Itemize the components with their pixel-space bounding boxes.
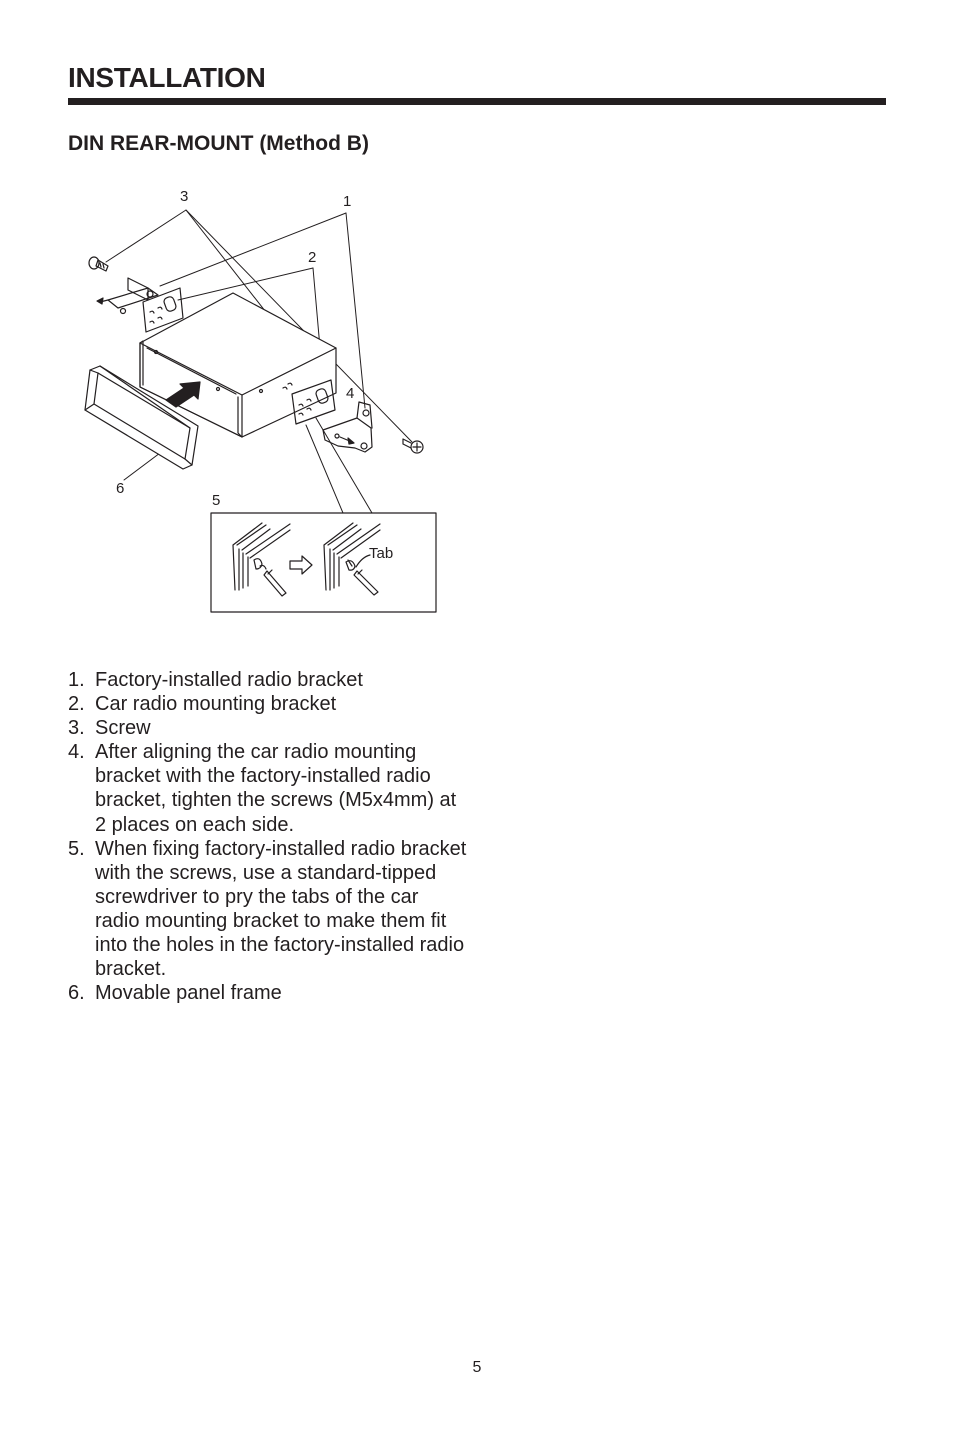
- callout-2: 2: [308, 249, 317, 266]
- page-number: 5: [472, 1359, 482, 1376]
- list-item-text: Car radio mounting bracket: [95, 693, 337, 716]
- list-item: [68, 981, 468, 1005]
- list-item-number: 1.: [68, 669, 85, 691]
- callout-4: 4: [346, 385, 355, 402]
- section-subtitle: DIN REAR-MOUNT (Method B): [68, 132, 369, 155]
- list-item-number: 2.: [68, 693, 85, 716]
- list-item: [68, 692, 468, 716]
- list-item-text: When fixing factory-installed radio bracket with the screws, use a standard-tipped screwdriver to pry the tabs of the car radio mounting bracket to make them fit into the holes in the factory-installed radio bracket.: [95, 837, 467, 981]
- right-screw: [403, 439, 423, 453]
- list-item-number: 3.: [68, 717, 85, 740]
- list-item-text: Factory-installed radio bracket: [95, 669, 363, 691]
- callout-5: 5: [212, 492, 221, 509]
- left-screw: [89, 257, 108, 271]
- list-item-text: Screw: [95, 717, 151, 740]
- callout-3: 3: [180, 188, 189, 205]
- list-item-number: 5.: [68, 837, 85, 860]
- list-item: [68, 668, 468, 692]
- list-item: [68, 837, 468, 982]
- tab-detail-inset: [211, 513, 436, 612]
- installation-diagram: [60, 178, 460, 628]
- parts-list: [68, 668, 468, 1005]
- callout-6: 6: [116, 480, 125, 497]
- title-rule: [68, 98, 886, 105]
- left-factory-bracket: [97, 278, 158, 314]
- list-item-number: 4.: [68, 741, 85, 764]
- list-item-text: Movable panel frame: [95, 982, 282, 1005]
- list-item: [68, 740, 468, 836]
- right-factory-bracket: [323, 402, 372, 452]
- list-item-text: After aligning the car radio mounting bracket with the factory-installed radio bracket, tighten the screws (M5x4mm) at 2 places on each side.: [95, 741, 457, 836]
- tab-label: Tab: [369, 545, 394, 562]
- callout-1: 1: [343, 193, 352, 210]
- list-item-number: 6.: [68, 982, 85, 1005]
- section-title: INSTALLATION: [68, 62, 266, 93]
- list-item: [68, 716, 468, 740]
